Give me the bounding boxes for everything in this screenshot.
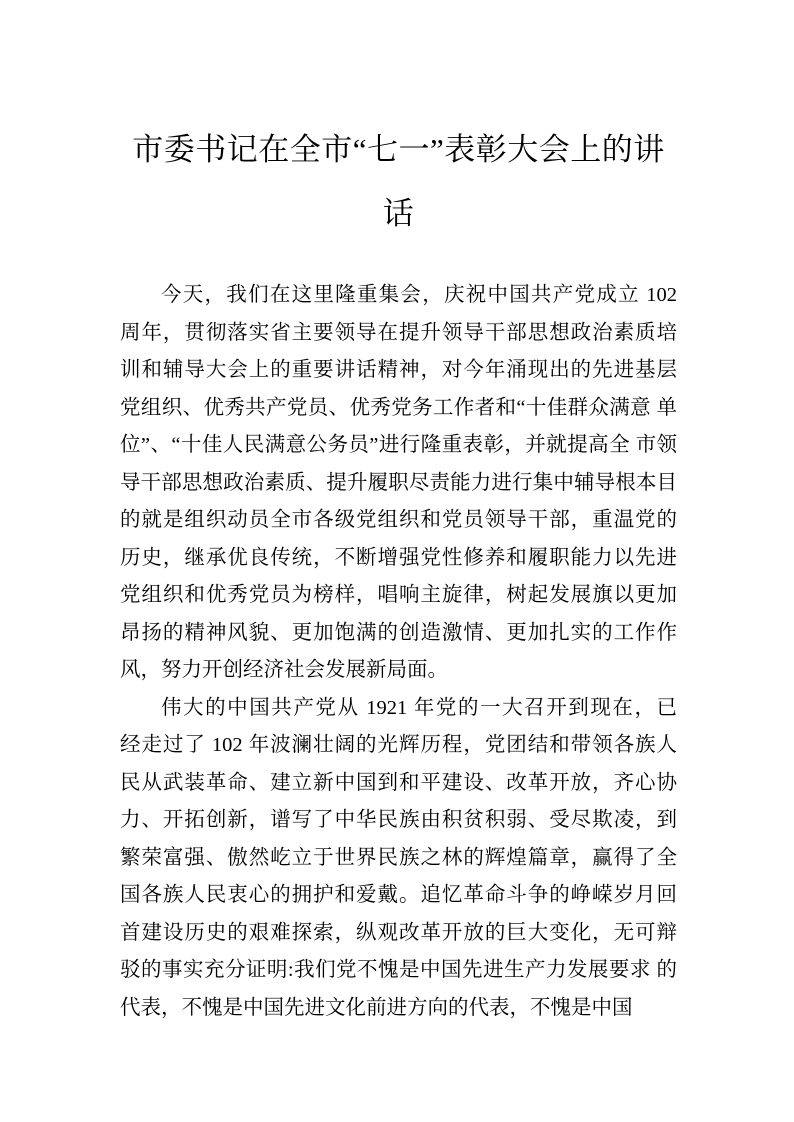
title-line-1: 市委书记在全市“七一”表彰大会上的讲 <box>132 132 665 167</box>
body-line: 今天，我们在这里隆重集会，庆祝中国共产党成立 102 <box>161 284 677 306</box>
body-line: 代表，不愧是中国先进文化前进方向的代表，不愧是中国 <box>120 996 633 1019</box>
body-line: 伟大的中国共产党从 1921 年党的一大召开到现在，已 <box>161 696 677 719</box>
body-line: 周年，贯彻落实省主要领导在提升领导干部思想政治素质培 <box>120 321 677 344</box>
body-line: 风，努力开创经济社会发展新局面。 <box>120 659 448 681</box>
body-line: 历史，继承优良传统，不断增强党性修养和履职能力以先进 <box>120 546 677 569</box>
body-line: 的就是组织动员全市各级党组织和党员领导干部，重温党的 <box>120 509 677 531</box>
body-line: 党组织和优秀党员为榜样，唱响主旋律，树起发展旗以更加 <box>120 584 677 606</box>
document-content <box>120 118 677 1027</box>
body-line: 国各族人民衷心的拥护和爱戴。追忆革命斗争的峥嵘岁月回 <box>120 884 677 906</box>
paragraph-2 <box>120 690 677 1028</box>
body-line: 经走过了 102 年波澜壮阔的光辉历程，党团结和带领各族人 <box>120 734 677 756</box>
body-line: 首建设历史的艰难探索，纵观改革开放的巨大变化，无可辩 <box>120 921 677 944</box>
body-line: 民从武装革命、建立新中国到和平建设、改革开放，齐心协 <box>120 771 677 794</box>
document-title <box>120 118 677 246</box>
body-line: 导干部思想政治素质、提升履职尽责能力进行集中辅导根本目 <box>120 471 677 494</box>
body-line: 昂扬的精神风貌、更加饱满的创造激情、更加扎实的工作作 <box>120 621 677 644</box>
body-line: 驳的事实充分证明:我们党不愧是中国先进生产力发展要求 的 <box>120 959 677 981</box>
body-line: 党组织、优秀共产党员、优秀党务工作者和“十佳群众满意 单 <box>120 396 677 419</box>
paragraph-1 <box>120 277 677 690</box>
document-body <box>120 277 677 1027</box>
body-line: 位”、“十佳人民满意公务员”进行隆重表彰，并就提高全 市领 <box>120 434 677 456</box>
body-line: 繁荣富强、傲然屹立于世界民族之林的辉煌篇章，赢得了全 <box>120 846 677 869</box>
body-line: 力、开拓创新，谱写了中华民族由积贫积弱、受尽欺凌，到 <box>120 809 677 831</box>
body-line: 训和辅导大会上的重要讲话精神，对今年涌现出的先进基层 <box>120 359 677 381</box>
title-line-2: 话 <box>382 196 415 231</box>
